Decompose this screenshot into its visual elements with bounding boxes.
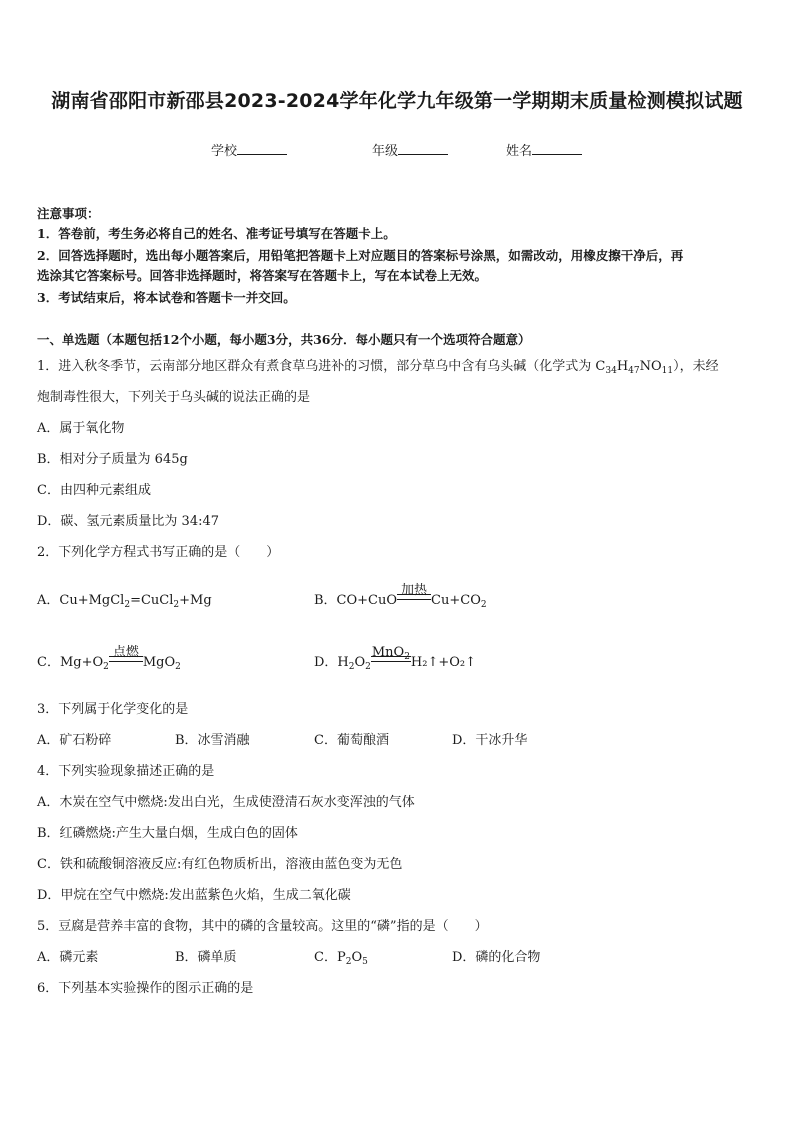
name-label: 姓名 bbox=[506, 144, 533, 159]
q5-stem: 5．豆腐是营养丰富的食物，其中的磷的含量较高。这里的“磷”指的是（ ） bbox=[37, 919, 488, 934]
q3-option-b: B．冰雪消融 bbox=[175, 733, 250, 748]
q1-option-c: C．由四种元素组成 bbox=[37, 483, 151, 498]
q4-option-c: C．铁和硫酸铜溶液反应:有红色物质析出，溶液由蓝色变为无色 bbox=[37, 857, 403, 872]
notice-heading: 注意事项： bbox=[37, 206, 100, 221]
reaction-arrow: 点燃 bbox=[109, 655, 143, 670]
q3-stem: 3．下列属于化学变化的是 bbox=[37, 702, 189, 717]
q5-option-d: D．磷的化合物 bbox=[452, 950, 541, 965]
q1-option-b: B．相对分子质量为 645g bbox=[37, 452, 188, 467]
notice-item-2a: 2．回答选择题时，选出每小题答案后，用铅笔把答题卡上对应题目的答案标号涂黑，如需改动，用橡皮擦干净后，再 bbox=[37, 248, 684, 263]
notice-item-2b: 选涂其它答案标号。回答非选择题时，将答案写在答题卡上，写在本试卷上无效。 bbox=[37, 268, 488, 283]
q3-option-c: C．葡萄酿酒 bbox=[314, 733, 389, 748]
q1-stem-line2: 炮制毒性很大，下列关于乌头碱的说法正确的是 bbox=[37, 390, 311, 405]
q4-option-a: A．木炭在空气中燃烧:发出白光，生成使澄清石灰水变浑浊的气体 bbox=[37, 795, 415, 810]
notice-item-3: 3．考试结束后，将本试卷和答题卡一并交回。 bbox=[37, 290, 296, 305]
reaction-arrow: 加热 bbox=[397, 593, 431, 608]
grade-label: 年级 bbox=[372, 144, 399, 159]
q1-stem-line1: 1．进入秋冬季节，云南部分地区群众有煮食草乌进补的习惯，部分草乌中含有乌头碱（化学式为 $C_{34}H_{47}NO_{11}$），未经 bbox=[37, 359, 719, 376]
reaction-arrow: MnO$_2$ bbox=[371, 645, 410, 662]
notice-item-1: 1．答卷前，考生务必将自己的姓名、准考证号填写在答题卡上。 bbox=[37, 226, 396, 241]
page-title: 湖南省邵阳市新邵县2023-2024学年化学九年级第一学期期末质量检测模拟试题 bbox=[51, 90, 743, 112]
q4-stem: 4．下列实验现象描述正确的是 bbox=[37, 764, 215, 779]
q3-option-a: A．矿石粉碎 bbox=[37, 733, 112, 748]
school-blank bbox=[237, 142, 287, 155]
grade-field bbox=[372, 140, 448, 159]
q2-option-c: C．$Mg+O_2$ 点燃 MgO$_2$ bbox=[37, 645, 181, 672]
name-blank bbox=[532, 142, 582, 155]
q5-option-b: B．磷单质 bbox=[175, 950, 237, 965]
school-label: 学校 bbox=[211, 144, 238, 159]
q4-option-d: D．甲烷在空气中燃烧:发出蓝紫色火焰，生成二氧化碳 bbox=[37, 888, 351, 903]
q2-option-d: D．$H_2O_2$ MnO$_2$ H₂↑+O₂↑ bbox=[314, 645, 477, 672]
q4-option-b: B．红磷燃烧:产生大量白烟，生成白色的固体 bbox=[37, 826, 298, 841]
q5-option-a: A．磷元素 bbox=[37, 950, 99, 965]
q1-option-d: D．碳、氢元素质量比为 34:47 bbox=[37, 514, 220, 529]
grade-blank bbox=[398, 142, 448, 155]
section-heading: 一、单选题（本题包括12个小题，每小题3分，共36分．每小题只有一个选项符合题意） bbox=[37, 332, 531, 347]
school-field bbox=[211, 140, 287, 159]
q6-stem: 6．下列基本实验操作的图示正确的是 bbox=[37, 981, 254, 996]
q3-option-d: D．干冰升华 bbox=[452, 733, 528, 748]
q2-option-b: B．CO+CuO 加热 $Cu+CO_2$ bbox=[314, 583, 487, 610]
q2-option-a: A．Cu+MgCl$_2$=CuCl$_2$+Mg bbox=[37, 593, 212, 610]
q1-option-a: A．属于氧化物 bbox=[37, 421, 125, 436]
q5-option-c: C．$P_2O_5$ bbox=[314, 950, 368, 967]
name-field bbox=[506, 140, 582, 159]
q2-stem: 2．下列化学方程式书写正确的是（ ） bbox=[37, 545, 280, 560]
